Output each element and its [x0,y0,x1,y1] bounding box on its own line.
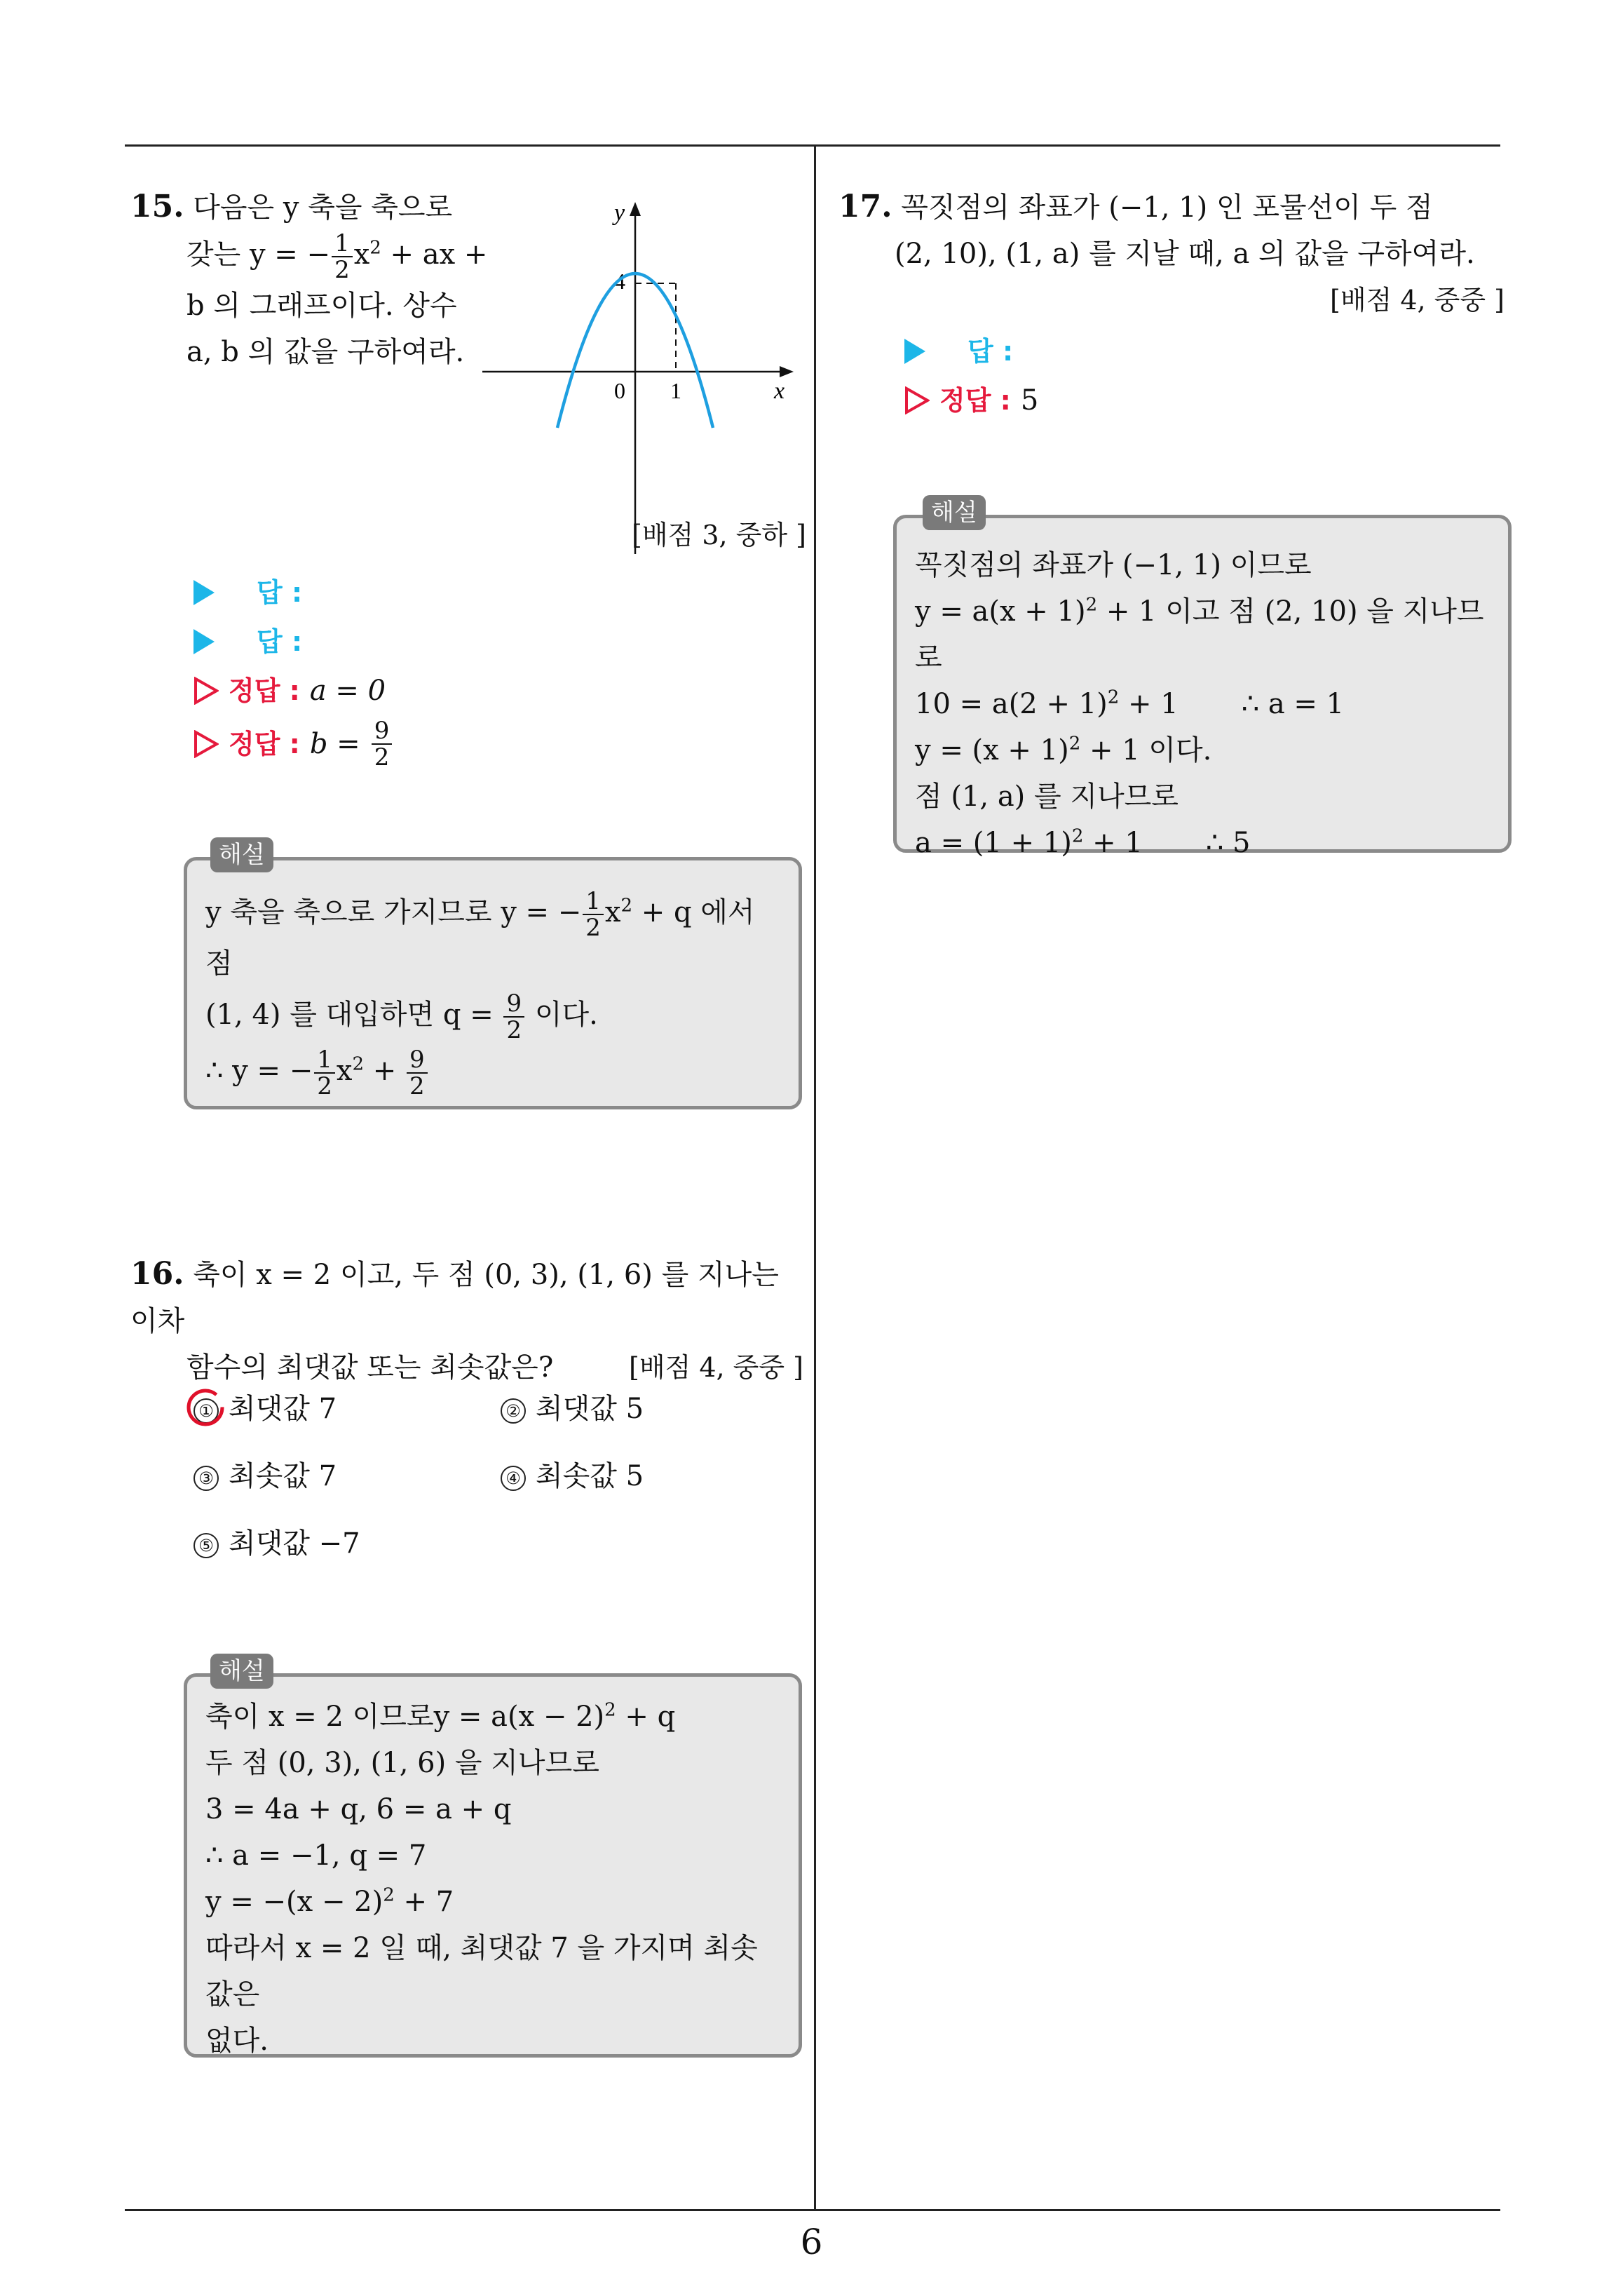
choice-number: ④ [501,1466,526,1491]
choice-number: ③ [193,1466,219,1491]
answer-label: 답 : [967,336,1014,367]
correct-answer-arrow-icon [193,677,219,705]
fraction: $\frac{9}{2}$ [503,991,524,1043]
selected-circle-icon [185,1387,226,1428]
fraction: $\frac{9}{2}$ [407,1047,428,1099]
explain-line: $y = a(x + 1)^2 + 1$ 이고 점 (2, 10) 을 지나므로 [915,594,1484,674]
y-axis-label: y [614,200,625,226]
answer-label: 답 : [257,626,303,657]
problem-15-answers [193,568,393,773]
column-divider [814,146,816,2209]
fraction: $\frac{1}{2}$ [332,231,353,283]
explain-line: $y = -(x - 2)^2 + 7$ [205,1884,454,1918]
explain-line: ∴ a = −1, q = 7 [205,1839,427,1872]
explain-line: y 축을 축으로 가지므로 y = − $\frac{1}{2}$ $x^2 + q$ 에서 점 [205,887,755,980]
answer-arrow-icon [904,339,925,364]
problem-15-score: [배점 3, 중하 ] [632,520,806,551]
explain-line: $y = (x + 1)^2 + 1$ 이다. [915,733,1212,767]
explain-line: 없다. [205,2025,269,2057]
problem-15-number: 15. [130,189,184,224]
explain-line: 꼭짓점의 좌표가 (−1, 1) 이므로 [915,549,1312,581]
top-rule [125,144,1500,147]
answer-arrow-icon [193,629,215,654]
correct-answer-arrow-icon [193,730,219,758]
problem-15-line3: b 의 그래프이다. 상수 [186,290,457,322]
problem-17-explanation [893,515,1512,859]
problem-17-line1: 17. 꼭짓점의 좌표가 (−1, 1) 인 포물선이 두 점 [838,189,1433,224]
fraction: $\frac{9}{2}$ [372,718,393,770]
answer-row [193,617,393,666]
correct-answer-arrow-icon [904,386,930,414]
problem-16-score: [배점 4, 중중 ] [629,1352,803,1383]
x-axis-arrow [780,366,794,377]
choice-text: 최솟값 5 [536,1460,644,1492]
choice-4[interactable] [501,1453,644,1499]
page-number: 6 [800,2222,823,2262]
correct-answer-label: 정답 : [229,675,300,706]
choice-text: 최댓값 5 [536,1393,644,1425]
choice-number: ⑤ [193,1533,219,1558]
fraction: $\frac{1}{2}$ [583,889,604,940]
problem-15-line1: 15. 다음은 y 축을 축으로 [130,189,453,224]
explanation-tag: 해설 [923,495,986,530]
answer-row [193,568,393,617]
tick-label-4: 4 [614,269,625,294]
y-axis-arrow [630,202,641,216]
problem-16-line1: 16. 축이 x = 2 이고, 두 점 (0, 3), (1, 6) 를 지나는 이차 [130,1256,779,1337]
explain-line: 두 점 (0, 3), (1, 6) 을 지나므로 [205,1747,599,1779]
answer-arrow-icon [193,580,215,605]
explain-line: ∴ y = − $\frac{1}{2}$ $x^2$ + $\frac{9}{2}$ [205,1047,780,1099]
correct-answer-value: 5 [1020,384,1039,417]
explain-line: 따라서 x = 2 일 때, 최댓값 7 을 가지며 최솟값은 [205,1932,758,2011]
problem-17-number: 17. [838,189,892,224]
correct-answer-label: 정답 : [939,385,1011,416]
problem-15-graph [477,196,806,561]
correct-answer-row [904,376,1038,425]
choice-number: ① [193,1398,219,1424]
problem-15-line4: a, b 의 값을 구하여라. [186,336,465,368]
correct-answer-prefix: b = [309,728,360,760]
problem-15-line2: 갖는 y = − $\frac{1}{2}$ $x^2$ + ax + [186,229,488,284]
choice-text: 최댓값 7 [229,1393,337,1425]
explain-line: (1, 4) 를 대입하면 q = $\frac{9}{2}$ 이다. [205,990,598,1044]
tick-label-0: 0 [614,378,625,403]
choice-number: ② [501,1398,526,1424]
explain-line: 점 (1, a) 를 지나므로 [915,781,1179,813]
choice-text: 최솟값 7 [229,1460,337,1492]
explain-line: $a = (1 + 1)^2 + 1$ ∴ 5 [915,825,1251,859]
problem-17-score: [배점 4, 중중 ] [1330,285,1505,316]
problem-15 [130,184,495,375]
correct-answer-row [193,666,393,715]
bottom-rule [125,2209,1500,2211]
problem-15-explanation [184,857,802,1109]
explain-line: $10 = a(2 + 1)^2 + 1$ ∴ a = 1 [915,687,1345,720]
choice-1[interactable] [193,1386,337,1432]
explain-line: 3 = 4a + q, 6 = a + q [205,1793,512,1825]
correct-answer-row [193,715,393,773]
correct-answer-value: a = 0 [309,675,386,707]
problem-16-explanation [184,1673,802,2058]
explanation-tag: 해설 [210,837,273,872]
answer-label: 답 : [257,577,303,608]
problem-16-number: 16. [130,1256,184,1292]
problem-16-choices [193,1386,796,1568]
answer-row [904,327,1038,376]
x-axis-label: x [774,378,785,404]
tick-label-1: 1 [670,378,681,403]
problem-17-line2: (2, 10), (1, a) 를 지날 때, a 의 값을 구하여라. [895,238,1475,270]
problem-17 [838,184,1512,323]
fraction: $\frac{1}{2}$ [314,1047,335,1099]
explanation-tag: 해설 [210,1654,273,1689]
choice-5[interactable] [193,1520,360,1567]
problem-17-answers [904,327,1038,425]
explain-line: 축이 x = 2 이므로$y = a(x - 2)^2 + q$ [205,1699,676,1733]
problem-16 [130,1251,803,1391]
choice-text: 최댓값 −7 [229,1527,360,1560]
choice-2[interactable] [501,1386,644,1432]
choice-3[interactable] [193,1453,337,1499]
problem-16-line2: 함수의 최댓값 또는 최솟값은? [배점 4, 중중 ] [130,1344,803,1391]
correct-answer-label: 정답 : [229,729,300,759]
